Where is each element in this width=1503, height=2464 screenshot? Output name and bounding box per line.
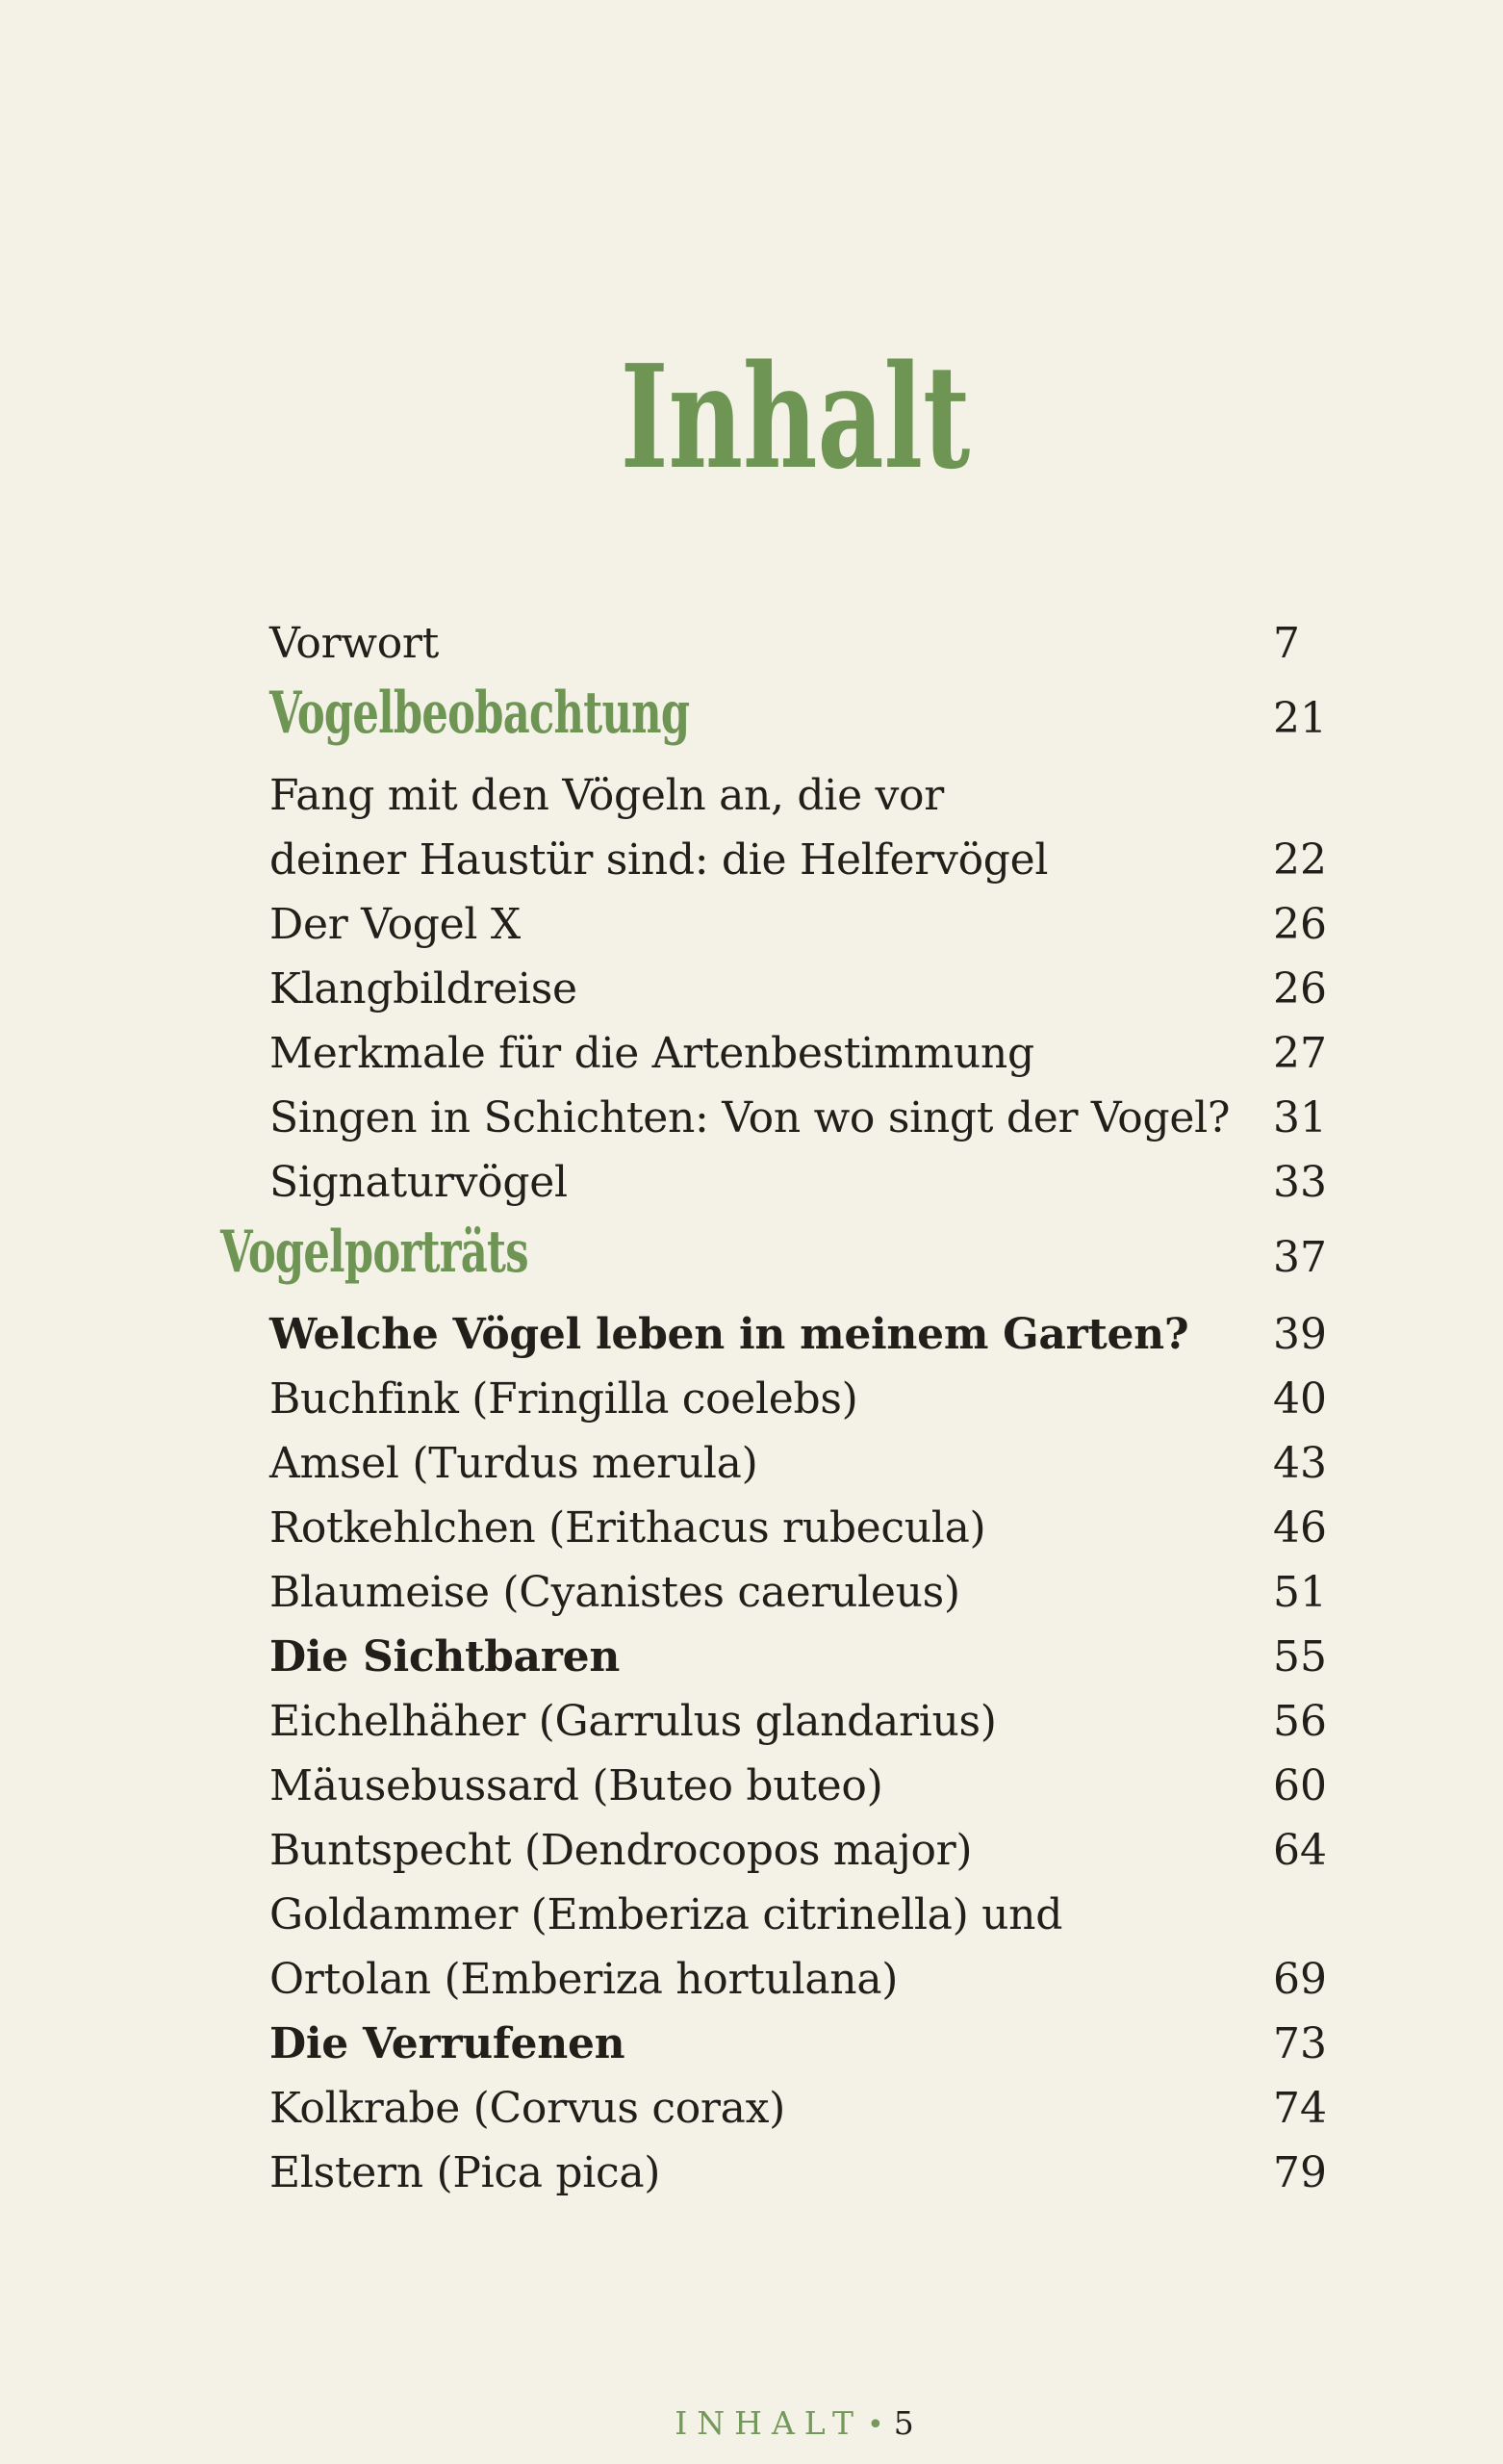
toc-entry-page: 55 — [1273, 1632, 1327, 1681]
toc-entry[interactable] — [269, 957, 1327, 1021]
toc-entry[interactable] — [269, 1883, 1321, 1947]
toc-entry-label: deiner Haustür sind: die Helfervögel — [269, 835, 1049, 885]
toc-entry-page: 73 — [1273, 2019, 1327, 2068]
toc-entry-label: Buntspecht (Dendrocopos major) — [269, 1826, 973, 1875]
toc-entry[interactable] — [269, 2141, 1327, 2205]
toc-entry-page: 60 — [1273, 1761, 1327, 1810]
toc-entry-label: Singen in Schichten: Von wo singt der Vogel? — [269, 1093, 1231, 1142]
toc-entry-page: 79 — [1273, 2148, 1327, 2197]
toc-entry[interactable] — [269, 1431, 1327, 1496]
toc-entry-label: Welche Vögel leben in meinem Garten? — [269, 1310, 1189, 1359]
footer-page-number: 5 — [893, 2404, 916, 2442]
toc-entry[interactable] — [269, 1754, 1327, 1818]
toc-entry[interactable] — [269, 828, 1327, 892]
page-title: Inhalt — [620, 333, 971, 500]
toc-entry-label: Die Sichtbaren — [269, 1632, 621, 1681]
toc-entry[interactable] — [269, 1496, 1327, 1560]
toc-entry-page: 31 — [1273, 1093, 1327, 1142]
toc-entry-label: Buchfink (Fringilla coelebs) — [269, 1374, 858, 1424]
toc-entry-label: Signaturvögel — [269, 1158, 568, 1207]
toc-entry-label: Vorwort — [269, 619, 440, 668]
page-footer — [269, 2404, 1321, 2442]
toc-entry[interactable] — [269, 1689, 1327, 1754]
toc-section-label: Vogelbeobachtung — [269, 680, 690, 747]
toc-entry[interactable] — [269, 1625, 1327, 1689]
toc-entry-page: 7 — [1273, 619, 1300, 668]
toc-entry-label: Die Verrufenen — [269, 2019, 625, 2068]
toc-entry-page: 46 — [1273, 1503, 1327, 1553]
toc-entry-label: Blaumeise (Cyanistes caeruleus) — [269, 1568, 960, 1617]
footer-separator-dot: • — [867, 2408, 884, 2442]
toc-entry-page: 39 — [1273, 1310, 1327, 1359]
toc-entry-page: 27 — [1273, 1029, 1327, 1078]
toc-entry-page: 26 — [1273, 964, 1327, 1014]
toc-entry-label: Ortolan (Emberiza hortulana) — [269, 1955, 899, 2004]
toc-entry-label: Mäusebussard (Buteo buteo) — [269, 1761, 883, 1810]
toc-entry[interactable] — [269, 1086, 1327, 1150]
toc-entry-page: 64 — [1273, 1826, 1327, 1875]
toc-entry[interactable] — [269, 1367, 1327, 1431]
toc-entry-label: Merkmale für die Artenbestimmung — [269, 1029, 1034, 1078]
toc-section-heading[interactable] — [269, 676, 1327, 763]
toc-entry-page: 51 — [1273, 1568, 1327, 1617]
toc-entry-page: 37 — [1273, 1233, 1327, 1282]
toc-entry[interactable] — [269, 763, 1321, 828]
toc-entry-page: 43 — [1273, 1439, 1327, 1488]
toc-entry-label: Elstern (Pica pica) — [269, 2148, 661, 2197]
toc-entry-label: Fang mit den Vögeln an, die vor — [269, 771, 944, 820]
toc-entry[interactable] — [269, 1560, 1327, 1625]
toc-entry[interactable] — [269, 611, 1321, 676]
toc-entry-label: Goldammer (Emberiza citrinella) und — [269, 1890, 1063, 1939]
toc-entry-page: 40 — [1273, 1374, 1327, 1424]
toc-entry[interactable] — [269, 1021, 1327, 1086]
toc-entry-label: Kolkrabe (Corvus corax) — [269, 2084, 785, 2133]
toc-entry[interactable] — [269, 1947, 1327, 2012]
toc-entry-page: 56 — [1273, 1697, 1327, 1746]
toc-section-heading[interactable] — [220, 1215, 1327, 1302]
toc-entry[interactable] — [269, 2076, 1327, 2141]
toc-entry-label: Amsel (Turdus merula) — [269, 1439, 758, 1488]
toc-section-label: Vogelporträts — [220, 1219, 528, 1286]
toc-entry-page: 21 — [1273, 694, 1327, 743]
toc-entry-label: Der Vogel X — [269, 900, 521, 949]
toc-entry[interactable] — [269, 1302, 1327, 1367]
table-of-contents — [220, 611, 1327, 2205]
toc-entry[interactable] — [269, 2012, 1327, 2076]
toc-entry-page: 69 — [1273, 1955, 1327, 2004]
toc-entry-page: 22 — [1273, 835, 1327, 885]
toc-entry[interactable] — [269, 1150, 1327, 1215]
footer-section-label: INHALT — [675, 2404, 864, 2442]
toc-entry[interactable] — [269, 892, 1327, 957]
toc-entry-label: Klangbildreise — [269, 964, 577, 1014]
toc-entry-label: Rotkehlchen (Erithacus rubecula) — [269, 1503, 986, 1553]
toc-entry-page: 33 — [1273, 1158, 1327, 1207]
toc-entry-label: Eichelhäher (Garrulus glandarius) — [269, 1697, 997, 1746]
toc-entry-page: 26 — [1273, 900, 1327, 949]
toc-entry-page: 74 — [1273, 2084, 1327, 2133]
toc-entry[interactable] — [269, 1818, 1327, 1883]
